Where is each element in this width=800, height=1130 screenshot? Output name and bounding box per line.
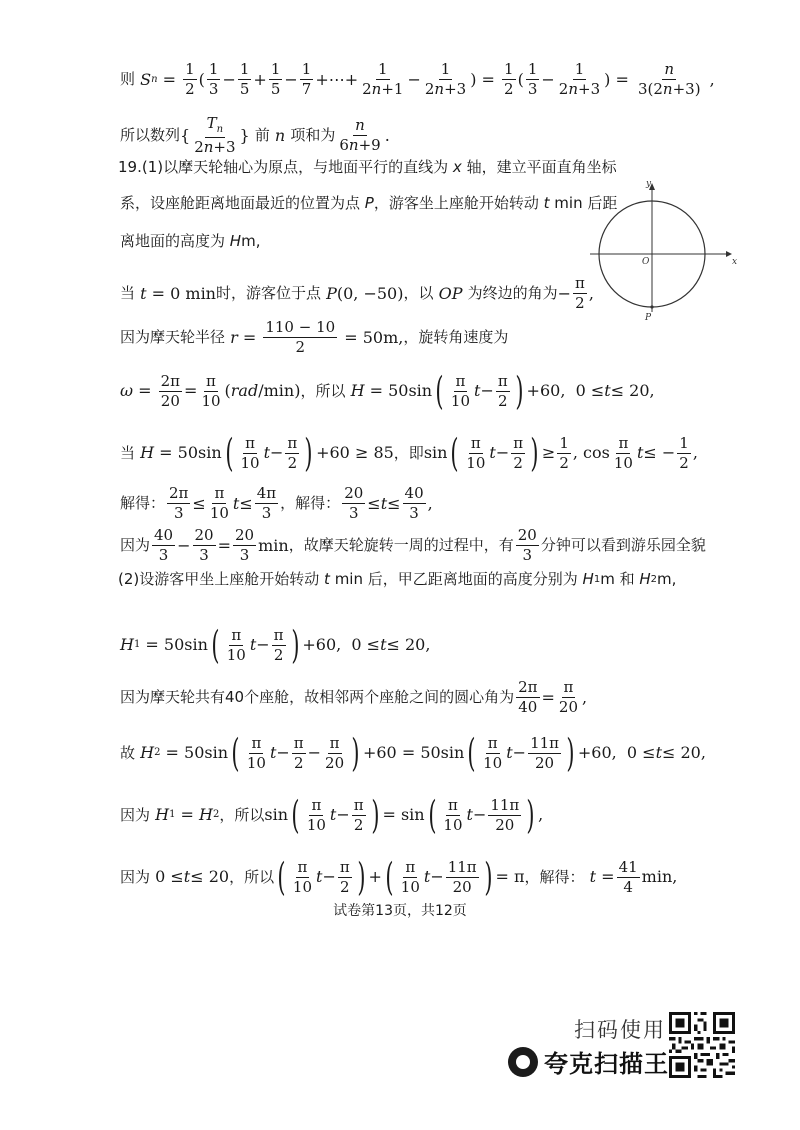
- text-q19-intro: 19.(1)以摩天轮轴心为原点，与地面平行的直线为: [118, 158, 449, 176]
- text-cabins: 因为摩天轮共有40个座舱，故相邻两个座舱之间的圆心角为: [120, 688, 515, 706]
- text-quanmao: 分钟可以看到游乐园全貌: [540, 536, 706, 554]
- h1-formula-line: H 1 = 50sin ( $\frac{\pi}{10}$ t − $\frac{\pi}{2}$ ) +60, 0 ≤ t ≤ 20,: [120, 623, 431, 667]
- text-point: 时，游客位于点: [215, 284, 321, 302]
- solution-range-line: 解得： $\frac{2\pi}{3}$ ≤ $\frac{\pi}{10}$ t ≤ $\frac{4\pi}{3}$ ，解得： $\frac{20}{3}$ ≤ t ≤ $\frac{40}{3}$ ,: [120, 484, 433, 522]
- text-yinwei-3: 因为: [120, 867, 151, 886]
- text-jiede-2: ，解得：: [280, 494, 341, 512]
- point-p-dot: [650, 305, 653, 308]
- text-suoyi-2: ，所以: [219, 805, 265, 824]
- sum-formula-line: 则 S n = $\frac{1}{2}$ ( $\frac{1}{3}$ − $\frac{1}{5}$ + $\frac{1}{5}$ − $\frac{1}{7}$ +⋯+ $\frac{1}{2n+1}$ − $\frac{1}{2n+3}$ ) = $\frac{1}{2}$ ( $\frac{1}{3}$ − $\frac{1}{2n+3}$ ) = $\frac{n}{3(2n+3)}$ ,: [120, 60, 715, 98]
- brand-name: 夸克扫描王: [544, 1050, 669, 1078]
- q19-part2-line: (2)设游客甲坐上座舱开始转动 t min 后，甲乙距离地面的高度分别为 H 1 m 和 H 2 m,: [118, 570, 677, 588]
- omega-line: ω = $\frac{2\pi}{20}$ = $\frac{\pi}{10}$ ( rad /min) ，所以 H = 50sin ( $\frac{\pi}{10}$ t − $\frac{\pi}{2}$ ) +60, 0 ≤ t ≤ 20,: [120, 369, 655, 413]
- text-yi: ，以: [403, 284, 434, 302]
- text-setup-a: 系，设座舱距离地面最近的位置为点: [120, 194, 361, 212]
- point-p-label: P: [645, 313, 652, 323]
- text-setup-b: ，游客坐上座舱开始转动: [373, 194, 539, 212]
- scanner-brand: [508, 1044, 669, 1079]
- text-gu: 故: [120, 743, 136, 762]
- q19-height-line: 离地面的高度为 H m,: [120, 232, 261, 250]
- scan-caption: 扫码使用: [574, 1018, 666, 1042]
- qr-code-icon[interactable]: [669, 1012, 735, 1078]
- x-axis-label: x: [732, 257, 738, 267]
- text-omega: ，旋转角速度为: [403, 328, 509, 346]
- inequality-line: 当 H = 50sin ( $\frac{\pi}{10}$ t − $\frac{\pi}{2}$ ) +60 ≥ 85 ，即 sin ( $\frac{\pi}{10}$ t − $\frac{\pi}{2}$ ) ≥ $\frac{1}{2}$ , cos $\frac{\pi}{10}$ t ≤ − $\frac{1}{2}$ ,: [120, 431, 698, 475]
- quark-logo-icon: [508, 1047, 538, 1077]
- text-radius: 因为摩天轮半径: [120, 328, 226, 346]
- text-yinwei: 因为: [120, 536, 151, 554]
- text-q19-axis: 轴，建立平面直角坐标: [466, 158, 617, 176]
- initial-position-line: 当 t = 0 min 时，游客位于点 P (0, −50) ，以 OP 为终边的角为 − $\frac{\pi}{2}$ ,: [120, 274, 594, 312]
- page-footer: 试卷第13页，共12页: [333, 903, 467, 919]
- sequence-sum-line: 所以数列 { $\frac{T_n}{2n+3}$ } 前 n 项和为 $\frac{n}{6n+9}$ .: [120, 114, 390, 156]
- equal-height-line: 因为 H 1 = H 2 ，所以 sin ( $\frac{\pi}{10}$ t − $\frac{\pi}{2}$ ) = sin ( $\frac{\pi}{10}$ t − $\frac{11\pi}{20}$ ) ,: [120, 793, 544, 837]
- duration-line: 因为 $\frac{40}{3}$ − $\frac{20}{3}$ = $\frac{20}{3}$ min ，故摩天轮旋转一周的过程中，有 $\frac{20}{3}$ 分钟可以看到游乐园全貌: [120, 526, 706, 564]
- text-yinwei-2: 因为: [120, 805, 151, 824]
- text-setup-c: 后距: [587, 194, 618, 212]
- text-suoyi-h: ，所以: [300, 381, 346, 400]
- origin-label: O: [642, 257, 650, 267]
- cabin-angle-line: 因为摩天轮共有40个座舱，故相邻两个座舱之间的圆心角为 $\frac{2\pi}{40}$ = $\frac{\pi}{20}$ ,: [120, 678, 588, 716]
- text-angle: 为终边的角为: [467, 284, 558, 302]
- text-jiede: 解得：: [120, 494, 166, 512]
- text-xianghe: 项和为: [290, 126, 336, 144]
- text-he: 和: [619, 570, 635, 588]
- text-suoyi: 所以数列: [120, 126, 181, 144]
- final-solution-line: 因为 0 ≤ t ≤ 20 ，所以 ( $\frac{\pi}{10}$ t − $\frac{\pi}{2}$ ) + ( $\frac{\pi}{10}$ t − $\frac{11\pi}{20}$ ) = π ，解得： t = $\frac{41}{4}$ min,: [120, 855, 678, 899]
- text-qian: 前: [254, 126, 270, 144]
- text-guyi: ，故摩天轮旋转一周的过程中，有: [288, 536, 514, 554]
- y-axis-label: y: [646, 179, 652, 189]
- text-ji: ，即: [393, 443, 424, 462]
- q19-setup-line: 系，设座舱距离地面最近的位置为点 P ，游客坐上座舱开始转动 t min 后距: [120, 194, 618, 212]
- text-dang: 当: [120, 284, 136, 302]
- h2-formula-line: 故 H 2 = 50sin ( $\frac{\pi}{10}$ t − $\frac{\pi}{2}$ − $\frac{\pi}{20}$ ) +60 = 50sin ( $\frac{\pi}{10}$ t − $\frac{11\pi}{20}$ ) +60, 0 ≤ t ≤ 20,: [120, 731, 706, 775]
- q19-intro-line: 19.(1)以摩天轮轴心为原点，与地面平行的直线为 x 轴，建立平面直角坐标: [118, 158, 617, 176]
- radius-line: 因为摩天轮半径 r = $\frac{110 - 10}{2}$ = 50m, ，旋转角速度为: [120, 318, 509, 356]
- text-suoyi-3: ，所以: [229, 867, 275, 886]
- text-part2-b: 后，甲乙距离地面的高度分别为: [367, 570, 578, 588]
- ferris-wheel-diagram: [590, 172, 740, 332]
- text-ze: 则: [120, 70, 136, 88]
- text-height: 离地面的高度为: [120, 232, 226, 250]
- text-dang-2: 当: [120, 443, 136, 462]
- text-part2-a: (2)设游客甲坐上座舱开始转动: [118, 570, 320, 588]
- text-jiede-3: ，解得：: [524, 867, 585, 886]
